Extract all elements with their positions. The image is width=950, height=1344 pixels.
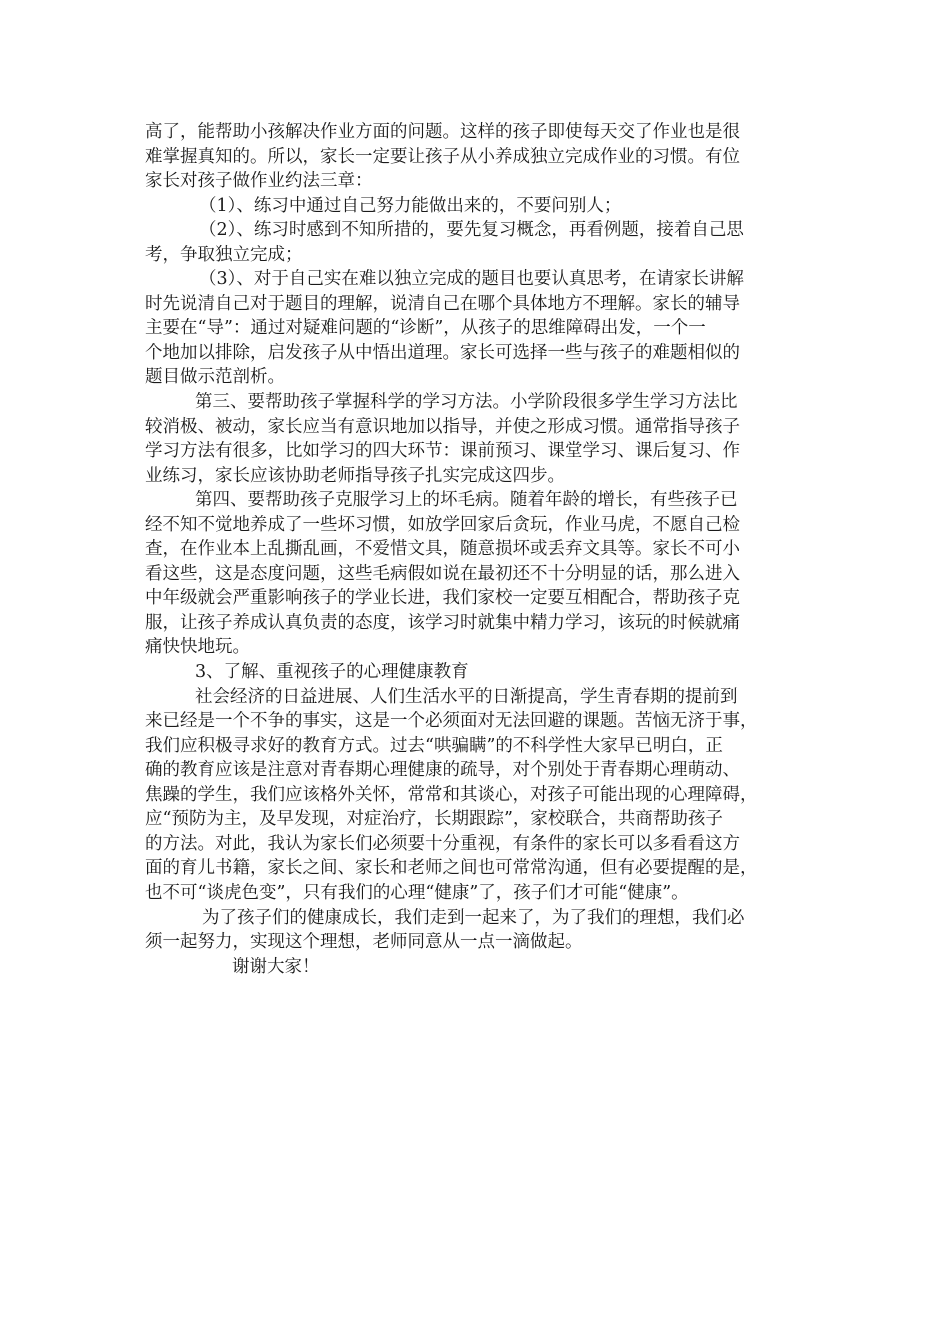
text-line: 的方法。对此，我认为家长们必须要十分重视，有条件的家长可以多看看这方 <box>145 833 740 854</box>
text-line: 业练习，家长应该协助老师指导孩子扎实完成这四步。 <box>145 465 565 486</box>
text-line: 中年级就会严重影响孩子的学业长进，我们家校一定要互相配合，帮助孩子克 <box>145 588 740 609</box>
paragraph-start: 社会经济的日益进展、人们生活水平的日渐提高，学生青春期的提前到 <box>195 686 738 707</box>
text-line: 较消极、被动，家长应当有意识地加以指导，并使之形成习惯。通常指导孩子 <box>145 416 740 437</box>
text-line: 高了，能帮助小孩解决作业方面的问题。这样的孩子即使每天交了作业也是很 <box>145 122 740 142</box>
closing-paragraph-start: 为了孩子们的健康成长，我们走到一起来了，为了我们的理想，我们必 <box>202 907 745 928</box>
text-line: 也不可“谈虎色变”，只有我们的心理“健康”了，孩子们才可能“健康”。 <box>145 882 689 903</box>
text-line: 我们应积极寻求好的教育方式。过去“哄骗瞒”的不科学性大家早已明白，正 <box>145 735 723 756</box>
text-line: 考，争取独立完成； <box>145 244 303 265</box>
text-line: 焦躁的学生，我们应该格外关怀，常常和其谈心，对孩子可能出现的心理障碍， <box>145 784 758 805</box>
text-line: 经不知不觉地养成了一些坏习惯，如放学回家后贪玩，作业马虎，不愿自己检 <box>145 514 740 535</box>
text-line: 面的育儿书籍，家长之间、家长和老师之间也可常常沟通，但有必要提醒的是， <box>145 858 758 879</box>
text-line: 痛快快地玩。 <box>145 637 250 658</box>
closing-thanks: 谢谢大家！ <box>232 956 320 977</box>
list-item: （3）、对于自己实在难以独立完成的题目也要认真思考，在请家长讲解 <box>199 269 744 290</box>
text-line: 时先说清自己对于题目的理解，说清自己在哪个具体地方不理解。家长的辅导 <box>145 293 740 314</box>
text-line: 主要在“导”：通过对疑难问题的“诊断”，从孩子的思维障碍出发，一个一 <box>145 318 706 339</box>
list-item: （2）、练习时感到不知所措的，要先复习概念，再看例题，接着自己思 <box>199 220 744 241</box>
text-line: 学习方法有很多，比如学习的四大环节：课前预习、课堂学习、课后复习、作 <box>145 441 740 462</box>
section-heading: 3、了解、重视孩子的心理健康教育 <box>195 662 469 683</box>
text-line: 确的教育应该是注意对青春期心理健康的疏导，对个别处于青春期心理萌动、 <box>145 760 740 781</box>
text-line: 查，在作业本上乱撕乱画，不爱惜文具，随意损坏或丢弃文具等。家长不可小 <box>145 539 740 560</box>
text-line: 来已经是一个不争的事实，这是一个必须面对无法回避的课题。苦恼无济于事， <box>145 711 758 732</box>
text-line: 题目做示范剖析。 <box>145 367 285 388</box>
paragraph-start: 第四、要帮助孩子克服学习上的坏毛病。随着年龄的增长，有些孩子已 <box>195 490 738 511</box>
text-line: 难掌握真知的。所以，家长一定要让孩子从小养成独立完成作业的习惯。有位 <box>145 146 740 167</box>
list-item: （1）、练习中通过自己努力能做出来的，不要问别人； <box>199 195 622 216</box>
document-body <box>145 120 815 979</box>
text-line: 看这些，这是态度问题，这些毛病假如说在最初还不十分明显的话，那么进入 <box>145 563 740 584</box>
paragraph-start: 第三、要帮助孩子掌握科学的学习方法。小学阶段很多学生学习方法比 <box>195 392 738 413</box>
text-line: 个地加以排除，启发孩子从中悟出道理。家长可选择一些与孩子的难题相似的 <box>145 342 740 363</box>
text-line: 应“预防为主，及早发现，对症治疗，长期跟踪”，家校联合，共商帮助孩子 <box>145 809 723 830</box>
text-line: 须一起努力，实现这个理想，老师同意从一点一滴做起。 <box>145 932 583 953</box>
text-line: 服，让孩子养成认真负责的态度，该学习时就集中精力学习，该玩的时候就痛 <box>145 612 740 633</box>
text-line: 家长对孩子做作业约法三章： <box>145 171 373 192</box>
